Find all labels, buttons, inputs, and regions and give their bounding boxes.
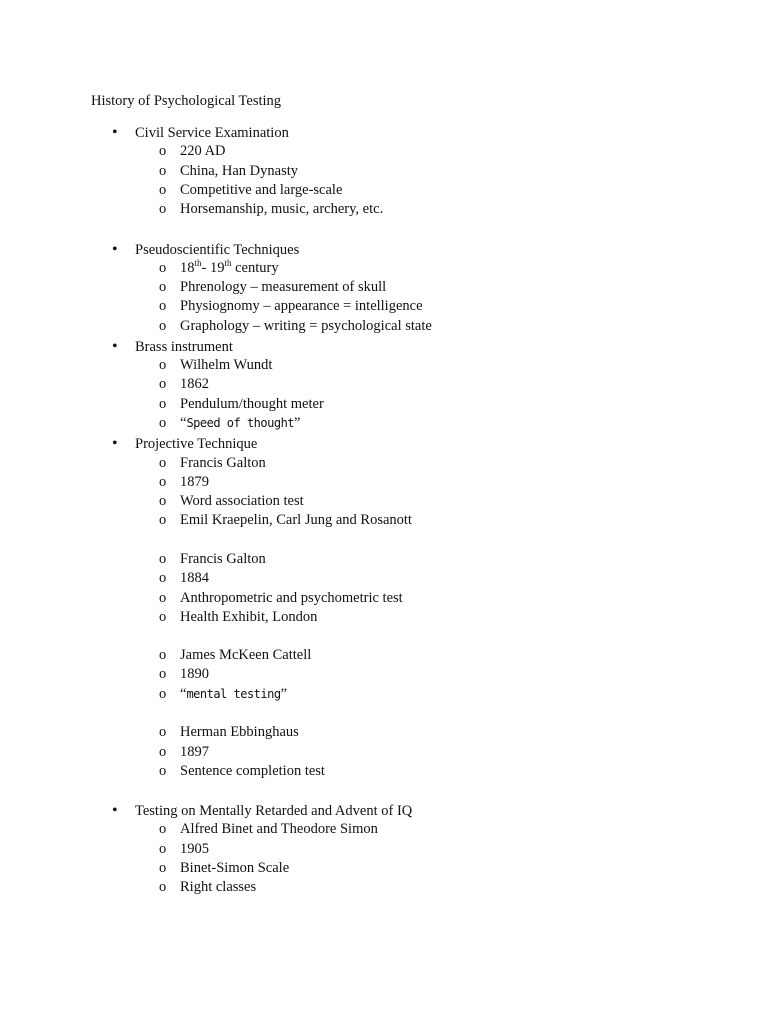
sub-item — [159, 492, 304, 511]
bullet-marker: • — [112, 241, 118, 258]
sub-marker: o — [159, 260, 167, 276]
sub-item-quoted — [159, 414, 300, 433]
sub-item-century — [159, 259, 279, 278]
sub-marker: o — [159, 163, 167, 179]
sub-item — [159, 317, 432, 336]
sub-marker: o — [159, 821, 167, 837]
sub-item — [159, 550, 266, 569]
sub-marker: o — [159, 744, 167, 760]
bullet-marker: • — [112, 435, 118, 452]
bullet-brass-instrument — [112, 337, 233, 356]
sub-item — [159, 878, 256, 897]
sub-marker: o — [159, 686, 167, 702]
bullet-label: Projective Technique — [135, 436, 258, 452]
document-title: History of Psychological Testing — [91, 93, 282, 109]
sub-item-text: Competitive and large-scale — [180, 182, 343, 198]
quote-open: “ — [180, 415, 187, 431]
sub-item — [159, 723, 299, 742]
quoted-text: mental testing — [186, 687, 281, 701]
sub-item — [159, 820, 378, 839]
sub-marker: o — [159, 666, 167, 682]
sub-item-text: James McKeen Cattell — [180, 647, 312, 663]
sub-item — [159, 569, 209, 588]
sub-marker: o — [159, 376, 167, 392]
sub-item-text: Binet-Simon Scale — [180, 860, 290, 876]
sub-marker: o — [159, 763, 167, 779]
sub-marker: o — [159, 879, 167, 895]
sub-item — [159, 142, 226, 161]
century-end-suffix: th — [224, 258, 232, 268]
century-word: century — [231, 260, 279, 276]
sub-item-text: 1879 — [180, 474, 209, 490]
sub-item — [159, 278, 386, 297]
sub-item-text: Horsemanship, music, archery, etc. — [180, 201, 384, 217]
sub-item — [159, 162, 298, 181]
sub-item — [159, 762, 325, 781]
sub-item — [159, 589, 403, 608]
bullet-label: Civil Service Examination — [135, 125, 289, 141]
sub-item-text: Anthropometric and psychometric test — [180, 590, 403, 606]
sub-item-text: Graphology – writing = psychological state — [180, 318, 432, 334]
sub-item-text: Pendulum/thought meter — [180, 396, 324, 412]
sub-marker: o — [159, 474, 167, 490]
sub-item — [159, 356, 272, 375]
sub-item-text: 220 AD — [180, 143, 226, 159]
sub-item-text: Health Exhibit, London — [180, 609, 318, 625]
sub-item — [159, 859, 289, 878]
sub-item-text: China, Han Dynasty — [180, 163, 298, 179]
bullet-civil-service — [112, 123, 289, 142]
sub-item — [159, 454, 266, 473]
sub-item-text: Francis Galton — [180, 455, 266, 471]
sub-item — [159, 840, 209, 859]
sub-item — [159, 665, 209, 684]
bullet-testing-iq — [112, 801, 412, 820]
sub-item — [159, 743, 209, 762]
bullet-marker: • — [112, 802, 118, 819]
sub-item-text: Word association test — [180, 493, 304, 509]
sub-marker: o — [159, 647, 167, 663]
sub-item-text: 1890 — [180, 666, 209, 682]
quote-open: “ — [180, 686, 187, 702]
sub-item — [159, 473, 209, 492]
sub-marker: o — [159, 279, 167, 295]
bullet-projective-technique — [112, 434, 257, 453]
sub-item — [159, 646, 311, 665]
quoted-text: Speed of thought — [186, 416, 295, 430]
bullet-label: Testing on Mentally Retarded and Advent of IQ — [135, 803, 413, 819]
sub-item — [159, 511, 412, 530]
sub-marker: o — [159, 493, 167, 509]
sub-marker: o — [159, 590, 167, 606]
bullet-pseudoscientific — [112, 240, 299, 259]
century-start: 18 — [180, 260, 195, 276]
sub-item-quoted — [159, 685, 287, 704]
sub-marker: o — [159, 396, 167, 412]
sub-item-text: 1862 — [180, 376, 209, 392]
sub-item-text: 1897 — [180, 744, 209, 760]
sub-item-text: 1905 — [180, 841, 209, 857]
bullet-label: Pseudoscientific Techniques — [135, 242, 300, 258]
sub-item-text: 1884 — [180, 570, 209, 586]
sub-marker: o — [159, 298, 167, 314]
sub-item-text: Francis Galton — [180, 551, 266, 567]
sub-item — [159, 297, 423, 316]
sub-marker: o — [159, 357, 167, 373]
sub-marker: o — [159, 182, 167, 198]
sub-marker: o — [159, 551, 167, 567]
sub-item — [159, 375, 209, 394]
sub-item-text: Sentence completion test — [180, 763, 325, 779]
sub-marker: o — [159, 609, 167, 625]
sub-item-text: Herman Ebbinghaus — [180, 724, 299, 740]
sub-marker: o — [159, 455, 167, 471]
sub-item — [159, 608, 317, 627]
sub-item — [159, 181, 342, 200]
sub-marker: o — [159, 841, 167, 857]
sub-item-text: Physiognomy – appearance = intelligence — [180, 298, 423, 314]
sub-marker: o — [159, 143, 167, 159]
sub-item — [159, 395, 324, 414]
sub-item — [159, 200, 383, 219]
sub-item-text: Emil Kraepelin, Carl Jung and Rosanott — [180, 512, 412, 528]
bullet-marker: • — [112, 338, 118, 355]
sub-marker: o — [159, 318, 167, 334]
sub-item-text: Right classes — [180, 879, 257, 895]
quote-close: ” — [294, 415, 301, 431]
sub-item-text: Phrenology – measurement of skull — [180, 279, 387, 295]
century-start-suffix: th — [194, 258, 202, 268]
sub-marker: o — [159, 512, 167, 528]
sub-marker: o — [159, 415, 167, 431]
sub-marker: o — [159, 724, 167, 740]
sub-marker: o — [159, 860, 167, 876]
sub-item-text: Wilhelm Wundt — [180, 357, 273, 373]
century-end: - 19 — [201, 260, 225, 276]
bullet-label: Brass instrument — [135, 339, 233, 355]
bullet-marker: • — [112, 124, 118, 141]
sub-marker: o — [159, 570, 167, 586]
sub-marker: o — [159, 201, 167, 217]
quote-close: ” — [280, 686, 288, 702]
sub-item-text: Alfred Binet and Theodore Simon — [180, 821, 378, 837]
